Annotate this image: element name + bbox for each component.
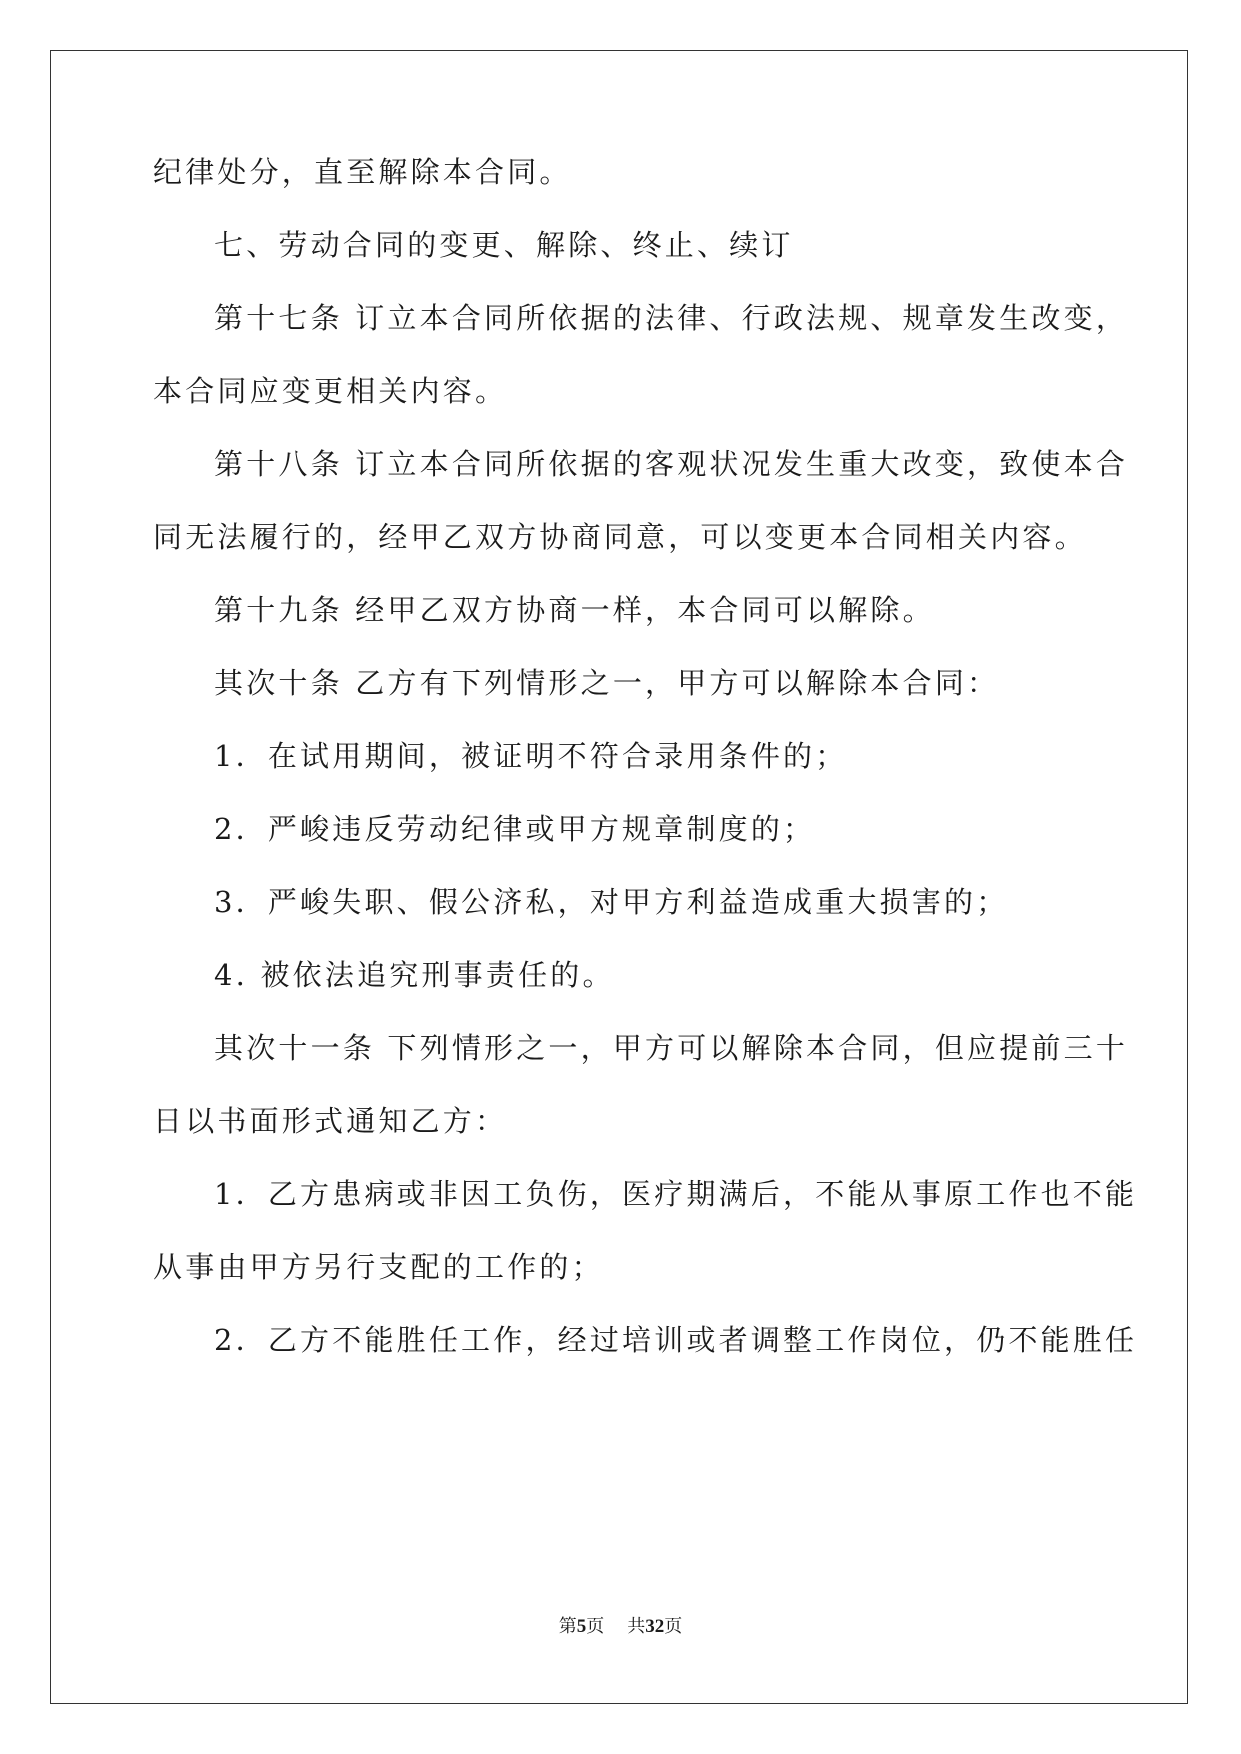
text-line-14: 日以书面形式通知乙方： [153,1104,508,1138]
text-line-6: 同无法履行的，经甲乙双方协商同意，可以变更本合同相关内容。 [153,520,1087,554]
list-item-6: 2．乙方不能胜任工作，经过培训或者调整工作岗位，仍不能胜任 [214,1323,1138,1357]
list-item-3: 3．严峻失职、假公济私，对甲方利益造成重大损害的； [214,885,1009,919]
page-prefix: 第 [558,1616,577,1637]
total-pages: 32 [645,1616,665,1637]
list-item-1: 1．在试用期间，被证明不符合录用条件的； [214,739,848,773]
total-prefix: 共 [627,1616,646,1637]
text-line-7: 第十九条 经甲乙双方协商一样，本合同可以解除。 [214,593,935,627]
text-line-8: 其次十条 乙方有下列情形之一，甲方可以解除本合同： [214,666,1000,700]
section-heading: 七、劳动合同的变更、解除、终止、续订 [214,228,794,262]
list-item-5: 1．乙方患病或非因工负伤，医疗期满后，不能从事原工作也不能 [214,1177,1138,1211]
total-suffix: 页 [664,1616,683,1637]
page-border [50,50,1188,1704]
page-suffix: 页 [586,1616,605,1637]
text-line-16: 从事由甲方另行支配的工作的； [153,1250,604,1284]
text-line-4: 本合同应变更相关内容。 [153,374,508,408]
page-footer [0,1612,1241,1638]
text-line-3: 第十七条 订立本合同所依据的法律、行政法规、规章发生改变， [214,301,1129,335]
list-item-2: 2．严峻违反劳动纪律或甲方规章制度的； [214,812,816,846]
text-line-1: 纪律处分，直至解除本合同。 [153,155,572,189]
text-line-13: 其次十一条 下列情形之一，甲方可以解除本合同，但应提前三十 [214,1031,1129,1065]
text-line-5: 第十八条 订立本合同所依据的客观状况发生重大改变，致使本合 [214,447,1129,481]
page-number: 5 [576,1616,587,1637]
list-item-4: 4. 被依法追究刑事责任的。 [214,958,615,992]
